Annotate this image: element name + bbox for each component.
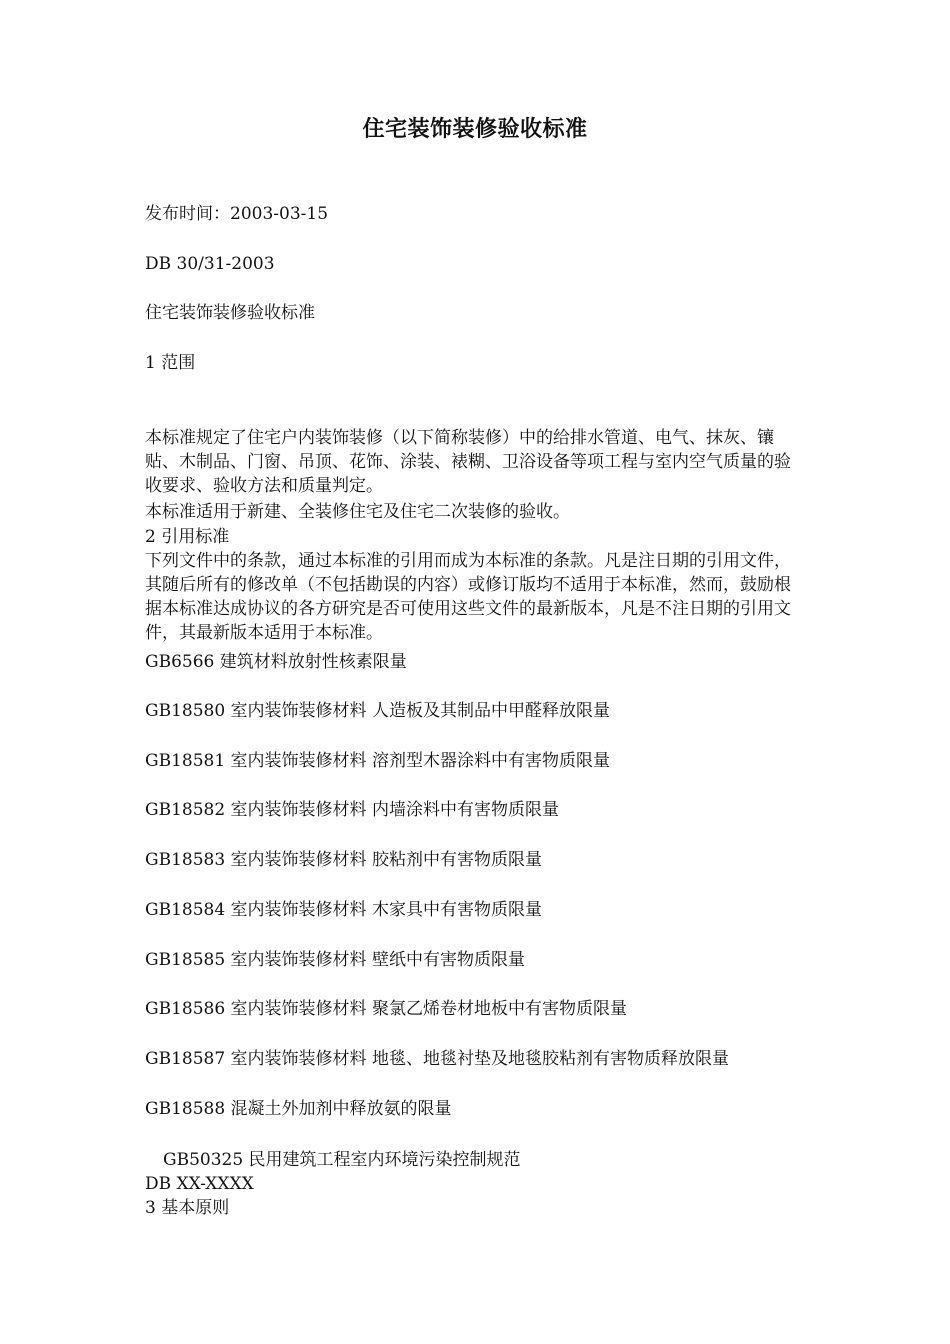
reference-item: GB6566 建筑材料放射性核素限量 — [145, 652, 407, 672]
reference-item: GB50325 民用建筑工程室内环境污染控制规范 — [163, 1150, 521, 1170]
reference-item: GB18587 室内装饰装修材料 地毯、地毯衬垫及地毯胶粘剂有害物质释放限量 — [145, 1049, 729, 1069]
reference-item: GB18580 室内装饰装修材料 人造板及其制品中甲醛释放限量 — [145, 701, 610, 721]
section-heading-references: 2 引用标准 — [145, 527, 230, 547]
reference-item: GB18586 室内装饰装修材料 聚氯乙烯卷材地板中有害物质限量 — [145, 999, 627, 1019]
references-intro-paragraph: 下列文件中的条款，通过本标准的引用而成为本标准的条款。凡是注日期的引用文件，其随后所有的修改单（不包括勘误的内容）或修订版均不适用于本标准，然而，鼓励根据本标准达成协议的各方研究是否可使用这些文件的最新版本，凡是不注日期的引用文件，其最新版本适用于本标准。 — [145, 551, 791, 643]
reference-item: GB18585 室内装饰装修材料 壁纸中有害物质限量 — [145, 950, 525, 970]
document-subtitle: 住宅装饰装修验收标准 — [145, 303, 315, 323]
standard-code: DB 30/31-2003 — [145, 254, 275, 274]
reference-item: GB18588 混凝土外加剂中释放氨的限量 — [145, 1099, 452, 1119]
section-heading-scope: 1 范围 — [145, 353, 196, 373]
publish-date: 发布时间：2003-03-15 — [145, 204, 329, 224]
scope-applicability: 本标准适用于新建、全装修住宅及住宅二次装修的验收。 — [145, 502, 570, 522]
reference-item: DB XX-XXXX — [145, 1174, 254, 1194]
scope-paragraph: 本标准规定了住宅户内装饰装修（以下简称装修）中的给排水管道、电气、抹灰、镶贴、木制品、门窗、吊顶、花饰、涂装、裱糊、卫浴设备等项工程与室内空气质量的验收要求、验收方法和质量判定。 — [145, 428, 791, 496]
reference-item: GB18582 室内装饰装修材料 内墙涂料中有害物质限量 — [145, 800, 559, 820]
document-title: 住宅装饰装修验收标准 — [362, 116, 588, 142]
section-heading-principles: 3 基本原则 — [145, 1198, 230, 1218]
reference-item: GB18584 室内装饰装修材料 木家具中有害物质限量 — [145, 900, 542, 920]
reference-item: GB18581 室内装饰装修材料 溶剂型木器涂料中有害物质限量 — [145, 751, 610, 771]
reference-item: GB18583 室内装饰装修材料 胶粘剂中有害物质限量 — [145, 850, 542, 870]
